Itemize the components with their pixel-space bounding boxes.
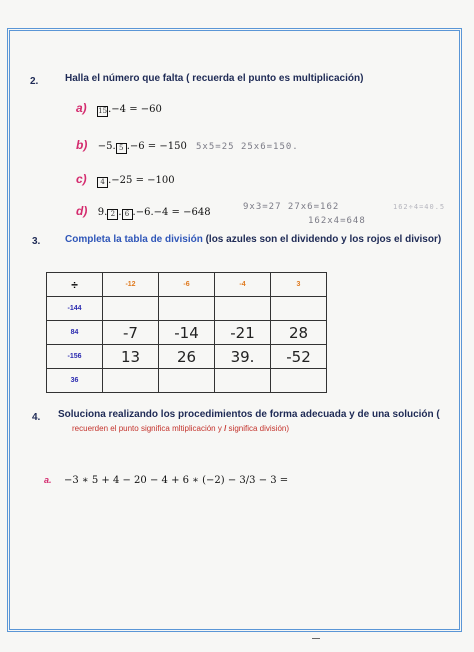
question-4-number: 4. xyxy=(32,412,41,423)
answer-cell[interactable] xyxy=(159,369,215,393)
question-4-note-slash: / xyxy=(224,424,227,433)
question-4-title: Soluciona realizando los procedimientos de forma adecuada y de una solución ( xyxy=(58,409,440,420)
item-2c xyxy=(76,170,175,188)
division-operator: ÷ xyxy=(47,273,103,297)
answer-cell[interactable]: -21 xyxy=(215,321,271,345)
question-2-title: Halla el número que falta ( recuerda el punto es multiplicación) xyxy=(65,73,364,84)
answer-cell[interactable]: 39. xyxy=(215,345,271,369)
divisor-header: 3 xyxy=(271,273,327,297)
item-2c-answer-box[interactable]: 4 xyxy=(97,177,108,188)
answer-cell[interactable]: -7 xyxy=(103,321,159,345)
answer-cell[interactable]: 28 xyxy=(271,321,327,345)
item-4a xyxy=(44,470,288,488)
item-4a-letter: a. xyxy=(44,475,52,485)
item-2c-letter: c) xyxy=(76,172,87,186)
item-2a-expression: .−4 = −60 xyxy=(108,104,162,115)
item-2d: d) 9. 2 . 6 .−6.−4 = −648 xyxy=(76,204,211,218)
item-2a xyxy=(76,99,162,117)
answer-cell[interactable]: 13 xyxy=(103,345,159,369)
dividend-header: -144 xyxy=(47,297,103,321)
answer-cell[interactable] xyxy=(103,369,159,393)
item-2a-answer-box[interactable]: 15 xyxy=(98,107,108,115)
item-2d-expression: −6.−4 = −648 xyxy=(135,207,211,218)
table-row xyxy=(47,321,327,345)
item-2b-handwritten-work: 5x5=25 25x6=150. xyxy=(196,142,299,152)
item-4a-expression: −3 ∗ 5 + 4 − 20 − 4 + 6 ∗ (−2) − 3/3 − 3 = xyxy=(63,475,289,486)
divisor-header: -4 xyxy=(215,273,271,297)
dividend-header: 36 xyxy=(47,369,103,393)
question-4-note xyxy=(72,424,289,433)
question-3-number: 3. xyxy=(32,236,41,247)
question-3-title-highlight: Completa la tabla de división xyxy=(65,234,203,245)
divisor-header: -6 xyxy=(159,273,215,297)
table-row xyxy=(47,369,327,393)
answer-cell[interactable] xyxy=(159,297,215,321)
answer-cell[interactable]: 26 xyxy=(159,345,215,369)
item-2a-letter: a) xyxy=(76,101,87,115)
item-2b-expression: .−6 = −150 xyxy=(126,141,187,152)
item-2b-answer-box[interactable]: 5 xyxy=(116,143,127,154)
answer-cell[interactable] xyxy=(271,369,327,393)
answer-cell[interactable]: -14 xyxy=(159,321,215,345)
dividend-header: 84 xyxy=(47,321,103,345)
item-2d-answer-box-2[interactable]: 6 xyxy=(122,209,133,220)
item-2b-prefix: −5. xyxy=(97,141,116,152)
item-2d-faint-work: 162÷4=40.5 xyxy=(393,203,446,211)
item-2d-answer-box-1[interactable]: 2 xyxy=(107,209,118,220)
item-2b-letter: b) xyxy=(76,138,88,152)
item-2d-letter: d) xyxy=(76,204,88,218)
answer-cell[interactable] xyxy=(215,297,271,321)
question-2-number: 2. xyxy=(30,76,39,87)
question-3-title xyxy=(65,233,450,246)
answer-cell[interactable] xyxy=(215,369,271,393)
table-row xyxy=(47,345,327,369)
table-row xyxy=(47,297,327,321)
item-2d-handwritten-work-2: 162x4=648 xyxy=(308,216,366,226)
answer-cell[interactable]: -52 xyxy=(271,345,327,369)
answer-cell[interactable] xyxy=(271,297,327,321)
table-header-row xyxy=(47,273,327,297)
question-4-note-b: significa división) xyxy=(226,424,290,433)
question-4-note-a: recuerden el punto significa mltiplicación y xyxy=(72,424,225,433)
item-2c-expression: .−25 = −100 xyxy=(108,175,175,186)
page-mark xyxy=(312,638,320,639)
dividend-header: -156 xyxy=(47,345,103,369)
item-2b xyxy=(76,136,299,154)
divisor-header: -12 xyxy=(103,273,159,297)
item-2d-handwritten-work: 9x3=27 27x6=162 xyxy=(243,202,340,212)
question-3-title-rest: (los azules son el dividendo y los rojos el divisor) xyxy=(202,234,442,245)
item-2d-prefix: 9. xyxy=(97,207,108,218)
division-table xyxy=(46,272,327,393)
answer-cell[interactable] xyxy=(103,297,159,321)
